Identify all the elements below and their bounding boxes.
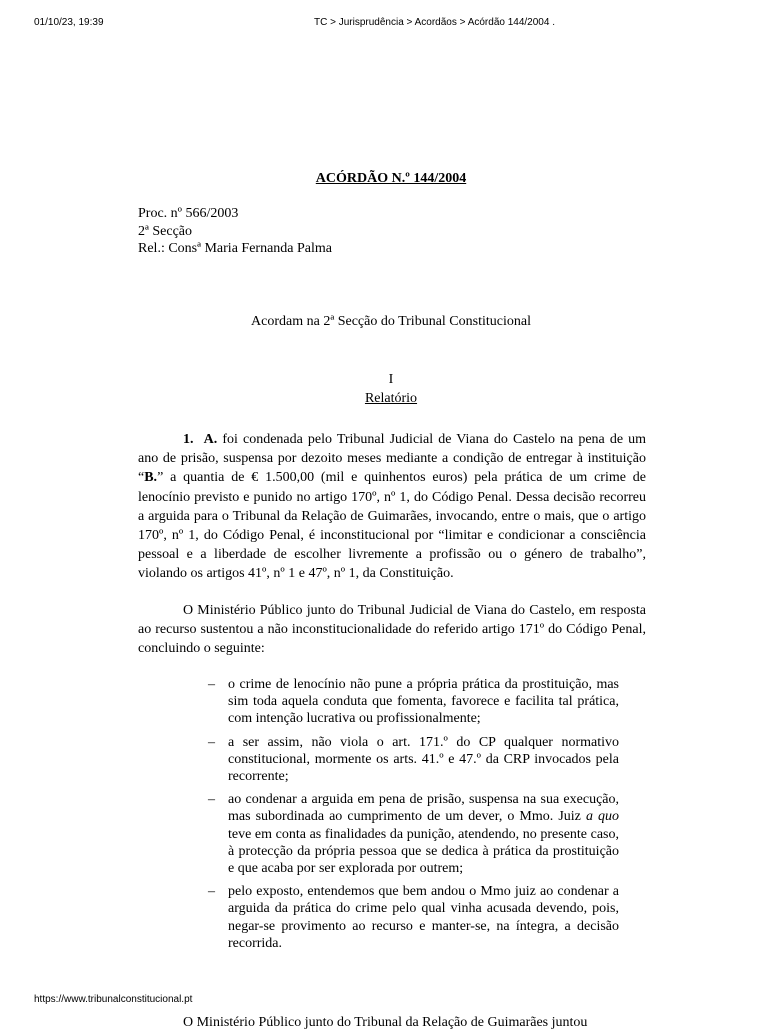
conclusions-list bbox=[208, 676, 619, 958]
dash-marker: – bbox=[208, 792, 215, 808]
section: 2ª Secção bbox=[138, 223, 193, 239]
paragraph-1 bbox=[138, 430, 646, 584]
paragraph-3: O Ministério Público junto do Tribunal da Relação de Guimarães juntou bbox=[183, 1015, 588, 1030]
list-item-text: a ser assim, não viola o art. 171.º do CP qualquer normativo constitucional, mormente os arts. 41.º e 47.º da CRP invocados pela recorrente; bbox=[228, 734, 619, 785]
paragraph-number: 1. bbox=[183, 432, 194, 447]
list-item-text-b: teve em conta as finalidades da punição, atendendo, no presente caso, à protecção da própria pessoa que se dedica à prática da prostituição e que acaba por ser explorada por outrem; bbox=[228, 826, 619, 877]
list-item-text: o crime de lenocínio não pune a própria prática da prostituição, mas sim toda aquela conduta que fomenta, favorece e facilita tal prática, com intenção lucrativa ou profissionalmente; bbox=[228, 677, 619, 727]
list-item-text-a: ao condenar a arguida em pena de prisão, suspensa na sua execução, mas subordinada ao cumprimento de um dever, o Mmo. Juiz bbox=[228, 792, 619, 825]
footer-url[interactable]: https://www.tribunalconstitucional.pt bbox=[34, 994, 193, 1005]
paragraph-1-text-a: foi condenada pelo Tribunal Judicial de Viana do Castelo na pena de um ano de prisão, suspensa por dezoito meses mediante a condição de entregar à instituição “ bbox=[138, 432, 647, 486]
case-metadata bbox=[138, 205, 332, 258]
section-title: Relatório bbox=[364, 391, 418, 406]
institution-b: B. bbox=[144, 470, 158, 486]
intro-line: Acordam na 2ª Secção do Tribunal Constitucional bbox=[251, 314, 531, 329]
paragraph-1-text-b: ” a quantia de € 1.500,00 (mil e quinhentos euros) pela prática de um crime de lenocínio previsto e punido no artigo 170º, nº 1, do Código Penal. Dessa decisão recorreu a arguida para o Tribunal da Relação de Guimarães, invocando, entre o mais, que o artigo 170º, nº 1, do Código Penal, é inconstitucional por “limitar e condicionar a consciência pessoal e a liberdade de escolher livremente a profissão ou o género de trabalho”, violando os artigos 41º, nº 1 e 47º, nº 1, da Constituição. bbox=[138, 470, 646, 582]
list-item-text bbox=[228, 791, 619, 877]
list-item bbox=[208, 734, 619, 786]
italic-term: a quo bbox=[585, 809, 619, 825]
print-datetime: 01/10/23, 19:39 bbox=[34, 17, 104, 28]
dash-marker: – bbox=[208, 734, 215, 750]
paragraph-2: O Ministério Público junto do Tribunal Judicial de Viana do Castelo, em resposta ao recurso sustentou a não inconstitucionalidade do referido artigo 171º do Código Penal, concluindo o seguinte: bbox=[138, 603, 646, 657]
breadcrumb: TC > Jurisprudência > Acordãos > Acórdão 144/2004 . bbox=[314, 17, 555, 28]
list-item bbox=[208, 676, 619, 728]
list-item bbox=[208, 791, 619, 877]
rapporteur: Rel.: Consª Maria Fernanda Palma bbox=[138, 241, 332, 256]
list-item bbox=[208, 883, 619, 952]
dash-marker: – bbox=[208, 677, 215, 692]
page-title: ACÓRDÃO N.º 144/2004 bbox=[315, 171, 467, 186]
party-a: A. bbox=[203, 432, 218, 447]
list-item-text: pelo exposto, entendemos que bem andou o Mmo juiz ao condenar a arguida da prática do crime pelo qual vinha acusada devendo, pois, negar-se provimento ao recurso e manter-se, na íntegra, a decisão recorrida. bbox=[228, 884, 619, 951]
section-number: I bbox=[388, 372, 394, 387]
dash-marker: – bbox=[208, 884, 215, 900]
process-number: Proc. nº 566/2003 bbox=[138, 206, 239, 221]
